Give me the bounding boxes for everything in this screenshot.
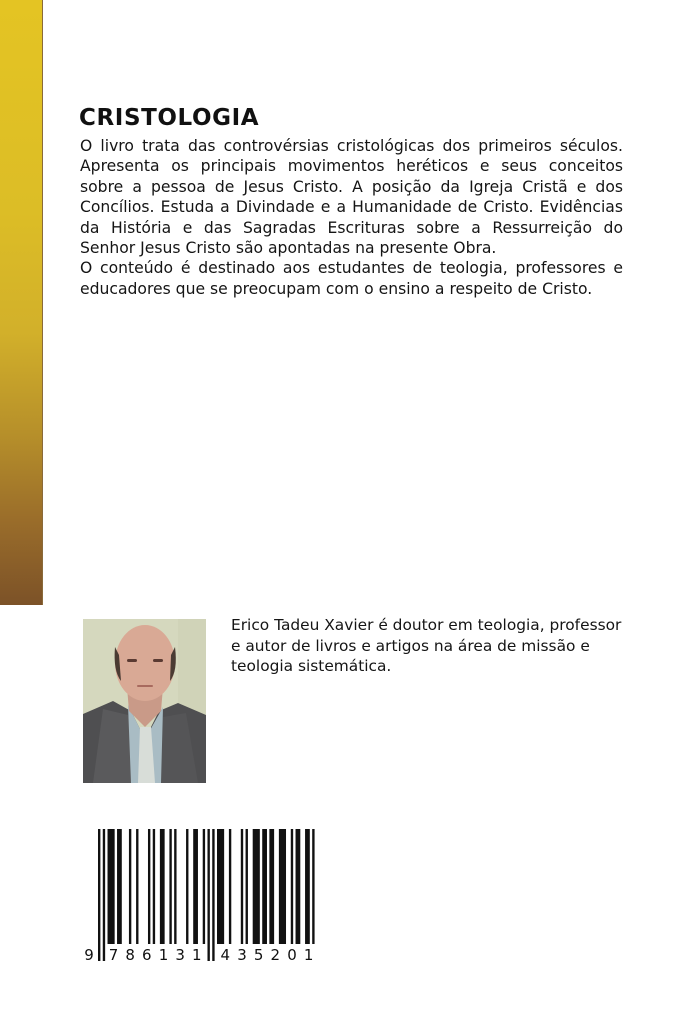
barcode-digit: 5 [253, 946, 264, 964]
author-photo [83, 619, 206, 783]
description-paragraph-1: O livro trata das controvérsias cristológicas dos primeiros séculos. Apresenta os principais movimentos heréticos e seus conceitos sobre a pessoa de Jesus Cristo. A posição da Igreja Cristã e dos Concílios. Estuda a Divindade e a Humanidade de Cristo. Evidências da História e das Sagradas Escrituras sobre a Ressurreição do Senhor Jesus Cristo são apontadas na presente Obra. [80, 137, 623, 258]
barcode-digit: 6 [142, 946, 152, 964]
barcode-digit: 1 [192, 946, 202, 964]
author-bio: Erico Tadeu Xavier é doutor em teologia, professor e autor de livros e artigos na área de missão e teologia sistemática. [231, 616, 622, 675]
barcode-digit: 1 [303, 946, 314, 964]
description-paragraph-2: O conteúdo é destinado aos estudantes de teologia, professores e educadores que se preocupam com o ensino a respeito de Cristo. [80, 259, 623, 298]
author-portrait-icon [83, 619, 206, 783]
barcode-digit: 9 [84, 946, 94, 964]
barcode-digit: 4 [220, 946, 231, 964]
barcode-digit: 7 [108, 946, 119, 964]
barcode-digit: 3 [175, 946, 185, 964]
barcode-icon [84, 829, 316, 964]
accent-side-bar [0, 0, 43, 605]
barcode-digit: 3 [237, 946, 247, 964]
barcode-digit: 0 [287, 946, 297, 964]
barcode-digit: 8 [125, 946, 135, 964]
barcode-digit: 1 [158, 946, 169, 964]
book-description [80, 136, 623, 299]
barcode-digit: 2 [270, 946, 281, 964]
isbn-barcode [84, 829, 316, 964]
book-title: CRISTOLOGIA [79, 105, 260, 131]
